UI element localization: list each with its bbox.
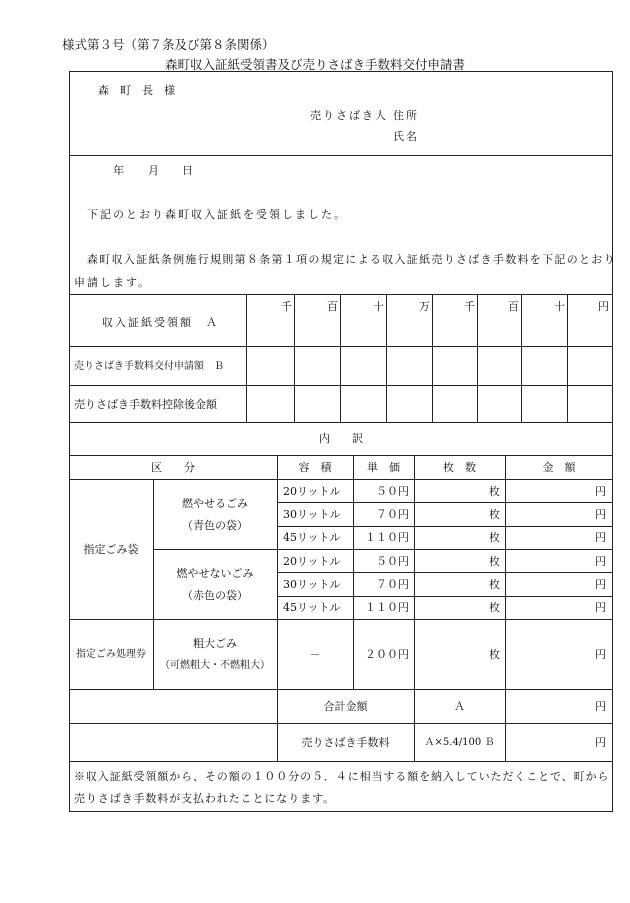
- count-cell: 枚: [489, 601, 500, 614]
- row-label-c: 売りさばき手数料控除後金額: [74, 398, 217, 411]
- date-month: 月: [148, 164, 159, 177]
- digit-header: 百: [508, 300, 519, 313]
- volume-cell: 45リットル: [283, 601, 341, 614]
- bulky-waste-label: 粗大ごみ: [193, 637, 237, 650]
- ticket-count: 枚: [489, 648, 500, 661]
- burnable-label: 燃やせるごみ: [182, 497, 248, 510]
- digit-header: 十: [373, 300, 384, 313]
- ticket-price: ２００円: [365, 648, 409, 661]
- price-cell: ５０円: [376, 555, 409, 568]
- price-cell: ７０円: [376, 578, 409, 591]
- form-number: 様式第３号（第７条及び第８条関係）: [62, 37, 275, 52]
- amount-cell: 円: [595, 531, 606, 544]
- row-label-a: 収入証紙受領額 Ａ: [102, 316, 219, 329]
- count-cell: 枚: [489, 555, 500, 568]
- bulky-waste-sub: （可燃粗大・不燃粗大）: [160, 660, 270, 671]
- ticket-volume: －: [309, 648, 321, 661]
- total-label: 合計金額: [323, 700, 368, 713]
- digit-header: 千: [281, 300, 292, 313]
- amount-cell: 円: [595, 601, 606, 614]
- designated-bag-label: 指定ごみ袋: [83, 543, 139, 556]
- count-cell: 枚: [489, 508, 500, 521]
- ticket-label: 指定ごみ処理券: [76, 649, 146, 660]
- header-count: 枚 数: [443, 461, 476, 474]
- amount-cell: 円: [595, 555, 606, 568]
- ticket-amount: 円: [595, 648, 606, 661]
- date-day: 日: [182, 164, 193, 177]
- count-cell: 枚: [489, 485, 500, 498]
- amount-cell: 円: [595, 485, 606, 498]
- digit-header: 万: [419, 300, 430, 313]
- total-symbol: Ａ: [454, 700, 465, 713]
- burnable-color: （青色の袋）: [182, 519, 248, 532]
- name-label: 氏名: [393, 130, 419, 143]
- digit-header: 十: [554, 300, 565, 313]
- header-unit-price: 単 価: [367, 461, 400, 474]
- header-volume: 容 積: [298, 461, 332, 474]
- addressee: 森 町 長 様: [98, 84, 175, 97]
- digit-header: 百: [327, 300, 338, 313]
- fee-unit: 円: [595, 736, 606, 749]
- price-cell: １１０円: [365, 601, 409, 614]
- seller-label: 売りさばき人: [310, 109, 388, 122]
- total-unit: 円: [595, 700, 606, 713]
- note-line2: 売りさばき手数料が支払われたことになります。: [74, 792, 335, 805]
- amount-cell: 円: [595, 508, 606, 521]
- header-amount: 金 額: [542, 461, 576, 474]
- price-cell: １１０円: [365, 531, 409, 544]
- fee-formula: Ａ×5.4/100 Ｂ: [424, 737, 495, 748]
- statement-request-line2: 申請します。: [74, 276, 152, 289]
- statement-received: 下記のとおり森町収入証紙を受領しました。: [87, 208, 347, 221]
- price-cell: ７０円: [376, 508, 409, 521]
- volume-cell: 30リットル: [283, 578, 341, 591]
- volume-cell: 20リットル: [283, 485, 341, 498]
- breakdown-title: 内 訳: [319, 432, 363, 445]
- statement-request-line1: 森町収入証紙条例施行規則第８条第１項の規定による収入証紙売りさばき手数料を下記のとおり: [87, 253, 616, 266]
- note-line1: ※収入証紙受領額から、その額の１００分の５．４に相当する額を納入していただくことで、町から: [74, 770, 610, 783]
- price-cell: ５０円: [376, 485, 409, 498]
- row-label-b: 売りさばき手数料交付申請額 Ｂ: [74, 361, 224, 372]
- count-cell: 枚: [489, 578, 500, 591]
- date-year: 年: [113, 164, 124, 177]
- digit-header: 円: [598, 300, 609, 313]
- header-category: 区 分: [151, 461, 195, 474]
- digit-header: 千: [464, 300, 475, 313]
- non-burnable-color: （赤色の袋）: [182, 589, 248, 602]
- fee-label: 売りさばき手数料: [301, 736, 390, 749]
- document-title: 森町収入証紙受領書及び売りさばき手数料交付申請書: [164, 57, 465, 72]
- count-cell: 枚: [489, 531, 500, 544]
- amount-cell: 円: [595, 578, 606, 591]
- address-label: 住所: [393, 109, 419, 122]
- volume-cell: 20リットル: [283, 555, 341, 568]
- non-burnable-label: 燃やせないごみ: [176, 567, 254, 580]
- volume-cell: 30リットル: [283, 508, 341, 521]
- volume-cell: 45リットル: [283, 531, 341, 544]
